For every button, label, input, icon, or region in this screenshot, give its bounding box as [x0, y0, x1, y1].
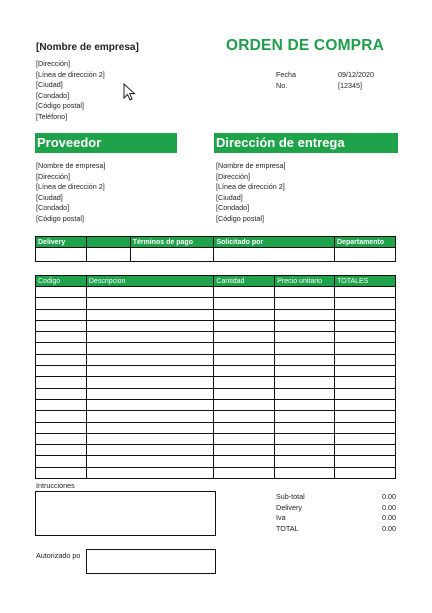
table-cell[interactable]: [36, 388, 87, 399]
table-cell[interactable]: [275, 343, 335, 354]
table-row[interactable]: [36, 445, 396, 456]
table-cell[interactable]: [36, 309, 87, 320]
table-cell[interactable]: [335, 377, 396, 388]
table-cell[interactable]: [214, 332, 275, 343]
table-row[interactable]: [36, 366, 396, 377]
instructions-box[interactable]: [35, 491, 216, 536]
vendor-line: [Ciudad]: [36, 192, 63, 202]
table-cell[interactable]: [36, 377, 87, 388]
table-cell[interactable]: [214, 388, 275, 399]
instructions-label: Intrucciones: [36, 481, 75, 490]
table-cell[interactable]: [275, 399, 335, 410]
table-cell[interactable]: [214, 422, 275, 433]
table-row[interactable]: [36, 298, 396, 309]
vendor-line: [Código postal]: [36, 213, 84, 223]
vendor-line: [Nombre de empresa]: [36, 161, 106, 170]
table-cell[interactable]: [335, 422, 396, 433]
table-cell[interactable]: [275, 320, 335, 331]
table-cell[interactable]: [214, 377, 275, 388]
table-cell[interactable]: [335, 433, 396, 444]
items-header-row: [36, 276, 396, 287]
table-cell[interactable]: [214, 320, 275, 331]
authorized-label: Autorizado po: [36, 551, 81, 560]
address-line: [Ciudad]: [36, 80, 63, 90]
table-cell[interactable]: [130, 248, 214, 262]
table-cell[interactable]: [335, 354, 396, 365]
table-cell[interactable]: [275, 422, 335, 433]
table-row[interactable]: [36, 388, 396, 399]
quantity-header: Cantidad: [214, 276, 275, 287]
table-cell[interactable]: [214, 309, 275, 320]
table-row[interactable]: [36, 411, 396, 422]
table-cell[interactable]: [335, 343, 396, 354]
number-label: No.: [276, 80, 288, 90]
table-cell[interactable]: [36, 445, 87, 456]
table-cell[interactable]: [335, 366, 396, 377]
table-cell[interactable]: [36, 248, 87, 262]
ship-to-heading: Dirección de entrega: [214, 133, 398, 153]
table-cell[interactable]: [36, 343, 87, 354]
table-cell[interactable]: [86, 298, 214, 309]
table-cell[interactable]: [86, 366, 214, 377]
ship-line: [Nombre de empresa]: [216, 161, 286, 170]
vendor-line: [Condado]: [36, 203, 70, 213]
items-table: [35, 275, 396, 479]
date-label: Fecha: [276, 70, 296, 79]
table-cell[interactable]: [335, 320, 396, 331]
number-value[interactable]: [12345]: [338, 80, 362, 90]
table-cell[interactable]: [275, 456, 335, 467]
table-cell[interactable]: [275, 388, 335, 399]
vendor-heading: Proveedor: [35, 133, 177, 153]
company-address: [36, 59, 105, 123]
address-line: [Condado]: [36, 90, 70, 100]
delivery-value: 0.00: [382, 502, 396, 512]
document-title: ORDEN DE COMPRA: [226, 37, 385, 54]
table-cell[interactable]: [86, 433, 214, 444]
ship-line: [Dirección]: [216, 171, 250, 181]
table-cell[interactable]: [214, 433, 275, 444]
table-cell[interactable]: [214, 354, 275, 365]
shipping-table: [35, 236, 396, 262]
table-cell[interactable]: [275, 411, 335, 422]
meta-values: [338, 70, 374, 91]
table-cell[interactable]: [36, 366, 87, 377]
table-cell[interactable]: [86, 320, 214, 331]
table-cell[interactable]: [214, 287, 275, 298]
summary-values: [340, 492, 396, 534]
delivery-header: Delivery: [36, 237, 87, 248]
date-value[interactable]: 09/12/2020: [338, 70, 374, 79]
table-row[interactable]: [36, 399, 396, 410]
meta-labels: [276, 70, 296, 91]
table-row[interactable]: [36, 320, 396, 331]
table-cell[interactable]: [335, 411, 396, 422]
table-cell[interactable]: [36, 411, 87, 422]
table-cell[interactable]: [86, 248, 130, 262]
total-value: 0.00: [382, 523, 396, 533]
subtotal-label: Sub-total: [276, 492, 305, 501]
table-cell[interactable]: [86, 388, 214, 399]
table-cell[interactable]: [335, 298, 396, 309]
table-cell[interactable]: [275, 287, 335, 298]
table-cell[interactable]: [335, 309, 396, 320]
table-cell[interactable]: [275, 298, 335, 309]
table-cell[interactable]: [275, 309, 335, 320]
table-cell[interactable]: [36, 467, 87, 478]
table-cell[interactable]: [86, 467, 214, 478]
shipping-data-row[interactable]: [36, 248, 396, 262]
table-cell[interactable]: [335, 399, 396, 410]
table-cell[interactable]: [86, 399, 214, 410]
table-cell[interactable]: [214, 248, 335, 262]
table-cell[interactable]: [275, 467, 335, 478]
table-cell[interactable]: [214, 343, 275, 354]
table-cell[interactable]: [335, 388, 396, 399]
table-cell[interactable]: [214, 399, 275, 410]
company-name: [Nombre de empresa]: [36, 42, 139, 53]
table-cell[interactable]: [275, 433, 335, 444]
table-cell[interactable]: [36, 354, 87, 365]
table-row[interactable]: [36, 422, 396, 433]
table-cell[interactable]: [86, 287, 214, 298]
table-cell[interactable]: [86, 354, 214, 365]
ship-line: [Condado]: [216, 203, 250, 213]
table-cell[interactable]: [214, 298, 275, 309]
totals-header: TOTALES: [335, 276, 396, 287]
blank-header: [86, 237, 130, 248]
subtotal-value: 0.00: [382, 492, 396, 501]
description-header: Descripcion: [86, 276, 214, 287]
address-line: [Línea de dirección 2]: [36, 69, 105, 79]
table-row[interactable]: [36, 467, 396, 478]
table-cell[interactable]: [86, 445, 214, 456]
table-row[interactable]: [36, 287, 396, 298]
table-cell[interactable]: [86, 343, 214, 354]
table-row[interactable]: [36, 354, 396, 365]
department-header: Departamento: [335, 237, 396, 248]
table-cell[interactable]: [36, 399, 87, 410]
table-cell[interactable]: [214, 411, 275, 422]
summary-labels: [276, 492, 305, 534]
items-body: [36, 287, 396, 479]
table-cell[interactable]: [214, 467, 275, 478]
delivery-label: Delivery: [276, 502, 302, 512]
table-row[interactable]: [36, 309, 396, 320]
table-cell[interactable]: [86, 309, 214, 320]
table-cell[interactable]: [36, 332, 87, 343]
requested-by-header: Solicitado por: [214, 237, 335, 248]
table-cell[interactable]: [36, 422, 87, 433]
table-cell[interactable]: [86, 332, 214, 343]
tax-value: 0.00: [382, 513, 396, 523]
table-cell[interactable]: [86, 422, 214, 433]
table-cell[interactable]: [335, 445, 396, 456]
mouse-pointer-icon: [123, 83, 137, 103]
table-cell[interactable]: [335, 467, 396, 478]
vendor-line: [Dirección]: [36, 171, 70, 181]
ship-line: [Ciudad]: [216, 192, 243, 202]
table-cell[interactable]: [214, 366, 275, 377]
unit-price-header: Precio unitario: [275, 276, 335, 287]
table-cell[interactable]: [36, 287, 87, 298]
table-cell[interactable]: [36, 298, 87, 309]
tax-label: Iva: [276, 513, 286, 523]
table-row[interactable]: [36, 343, 396, 354]
ship-to-details: [216, 161, 286, 225]
table-cell[interactable]: [275, 332, 335, 343]
table-cell[interactable]: [335, 332, 396, 343]
table-cell[interactable]: [275, 445, 335, 456]
shipping-header-row: [36, 237, 396, 248]
table-cell[interactable]: [275, 354, 335, 365]
table-cell[interactable]: [275, 377, 335, 388]
address-line: [Teléfono]: [36, 111, 68, 121]
table-cell[interactable]: [36, 456, 87, 467]
payment-terms-header: Términos de pago: [130, 237, 214, 248]
table-cell[interactable]: [335, 456, 396, 467]
authorized-by-field[interactable]: [86, 549, 216, 574]
total-label: TOTAL: [276, 523, 299, 533]
table-cell[interactable]: [36, 433, 87, 444]
ship-line: [Código postal]: [216, 213, 264, 223]
table-cell[interactable]: [86, 456, 214, 467]
table-cell[interactable]: [36, 320, 87, 331]
table-row[interactable]: [36, 377, 396, 388]
ship-line: [Línea de dirección 2]: [216, 182, 285, 192]
vendor-details: [36, 161, 106, 225]
table-cell[interactable]: [335, 287, 396, 298]
table-cell[interactable]: [214, 445, 275, 456]
table-cell[interactable]: [335, 248, 396, 262]
address-line: [Dirección]: [36, 59, 70, 68]
code-header: Codigo: [36, 276, 87, 287]
table-cell[interactable]: [214, 456, 275, 467]
table-row[interactable]: [36, 433, 396, 444]
table-cell[interactable]: [86, 377, 214, 388]
vendor-line: [Línea de dirección 2]: [36, 182, 105, 192]
table-row[interactable]: [36, 332, 396, 343]
address-line: [Código postal]: [36, 101, 84, 111]
table-cell[interactable]: [275, 366, 335, 377]
table-cell[interactable]: [86, 411, 214, 422]
table-row[interactable]: [36, 456, 396, 467]
